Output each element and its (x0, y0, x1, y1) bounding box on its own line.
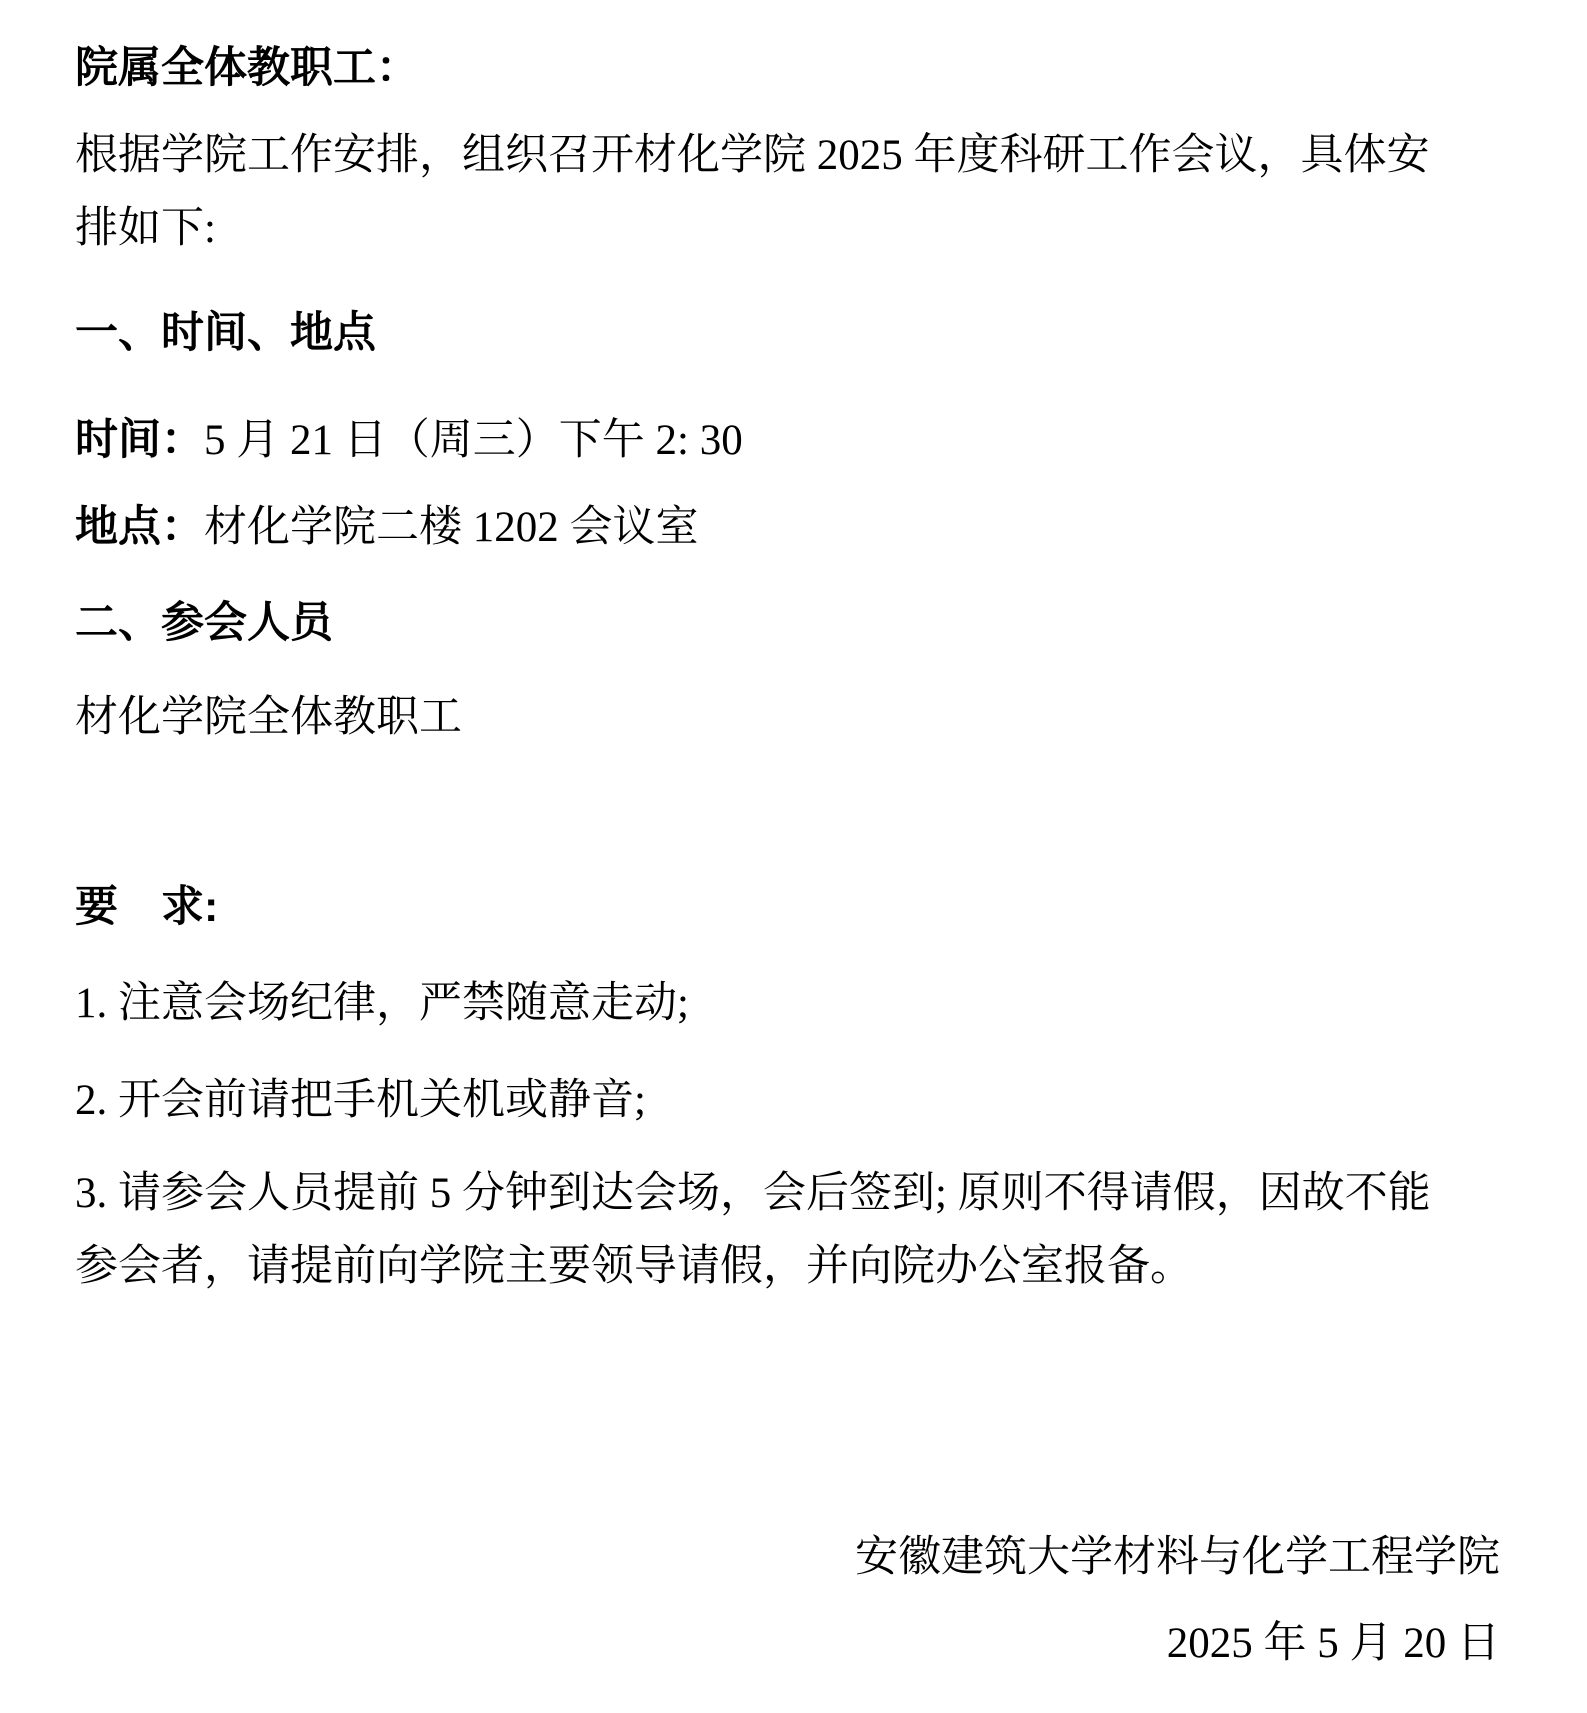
intro-paragraph-line-2: 排如下: (75, 205, 216, 252)
salutation: 院属全体教职工： (75, 45, 419, 92)
time-line (75, 404, 1500, 477)
place-value: 材化学院二楼 1202 会议室 (204, 504, 699, 551)
place-line (75, 491, 1500, 564)
requirements-heading: 要 求: (75, 883, 219, 931)
attendees-line: 材化学院全体教职工 (75, 694, 462, 741)
requirement-item-3-line-2: 参会者，请提前向学院主要领导请假，并向院办公室报备。 (75, 1243, 1193, 1290)
requirement-item-1: 1. 注意会场纪律，严禁随意走动; (75, 980, 689, 1027)
section2-heading: 二、参会人员 (75, 599, 333, 647)
signature-date: 2025 年 5 月 20 日 (1166, 1620, 1500, 1667)
requirement-item-2: 2. 开会前请把手机关机或静音; (75, 1077, 646, 1124)
time-label: 时间： (75, 417, 204, 464)
intro-paragraph-line-1: 根据学院工作安排，组织召开材化学院 2025 年度科研工作会议，具体安 (75, 132, 1430, 179)
place-label: 地点： (75, 504, 204, 551)
time-value: 5 月 21 日（周三）下午 2: 30 (204, 417, 743, 464)
section1-heading: 一、时间、地点 (75, 309, 376, 357)
signature-organization: 安徽建筑大学材料与化学工程学院 (855, 1534, 1500, 1581)
requirement-item-3-line-1: 3. 请参会人员提前 5 分钟到达会场，会后签到; 原则不得请假，因故不能 (75, 1170, 1431, 1217)
